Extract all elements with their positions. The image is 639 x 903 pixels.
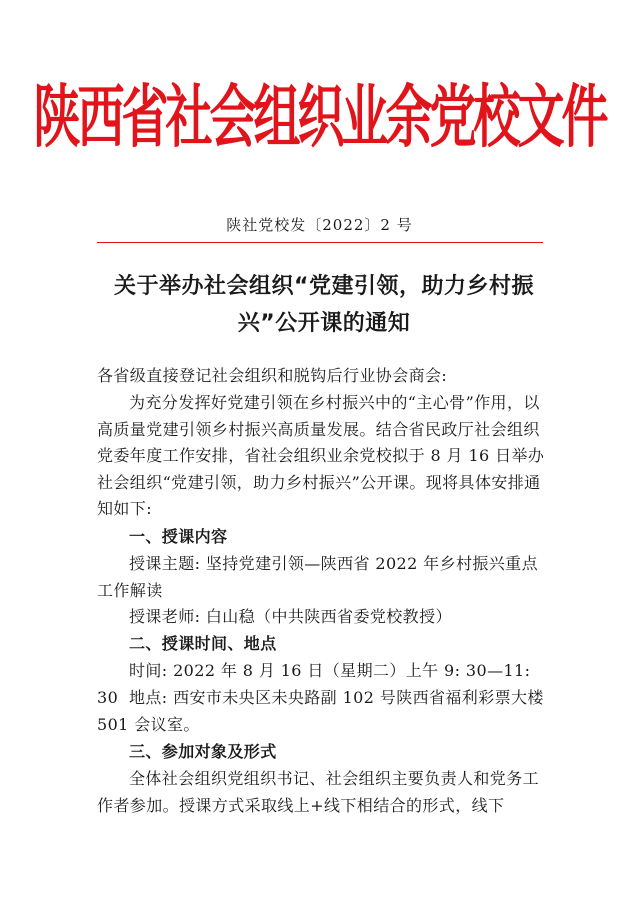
lecture-time: 时间: 2022 年 8 月 16 日（星期二）上午 9: 30—11: 30 — [97, 661, 531, 707]
section-heading-content: 一、授课内容 — [129, 527, 228, 546]
section-heading-participants: 三、参加对象及形式 — [129, 742, 277, 761]
salutation: 各省级直接登记社会组织和脱钩后行业协会商会: — [97, 366, 448, 385]
header-divider — [97, 242, 543, 243]
document-header-title: 陕西省社会组织业余党校文件 — [33, 78, 606, 158]
lecture-teacher: 授课老师: 白山稳（中共陕西省委党校教授） — [129, 607, 452, 626]
document-number: 陕社党校发〔2022〕2 号 — [226, 216, 413, 234]
lecture-location: 地点: 西安市未央区未央路副 102 号陕西省福利彩票大楼 501 会议室。 — [97, 688, 544, 734]
notice-title: 关于举办社会组织“党建引领，助力乡村振兴”公开课的通知 — [114, 274, 534, 336]
section-heading-time-place: 二、授课时间、地点 — [129, 634, 277, 653]
intro-paragraph: 为充分发挥好党建引领在乡村振兴中的“主心骨”作用，以高质量党建引领乡村振兴高质量发展。结合省民政厅社会组织党委年度工作安排，省社会组织业余党校拟于 8 月 16 日举办社会组织“党建引领，助力乡村振兴”公开课。现将具体安排通知如下: — [97, 393, 545, 518]
lecture-topic: 授课主题: 坚持党建引领—陕西省 2022 年乡村振兴重点工作解读 — [97, 554, 538, 600]
participants-paragraph: 全体社会组织党组织书记、社会组织主要负责人和党务工作者参加。授课方式采取线上+线下相结合的形式，线下 — [97, 769, 540, 815]
